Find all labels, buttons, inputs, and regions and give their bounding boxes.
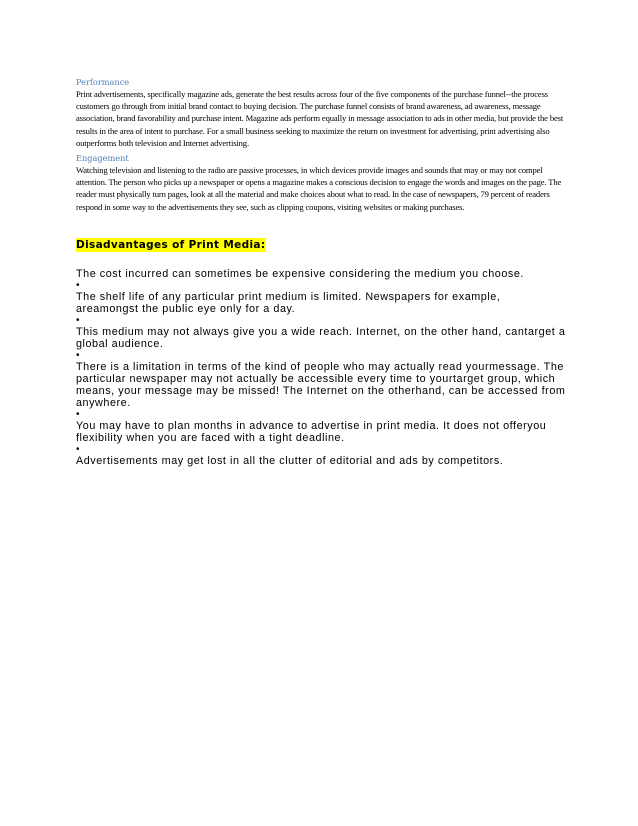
disadvantage-item: This medium may not always give you a wide reach. Internet, on the other hand, cantarget a global audience. — [76, 325, 566, 350]
disadvantage-item: There is a limitation in terms of the kind of people who may actually read yourmessage. The particular newspaper may not actually be accessible every time to yourtarget group, which means, your message may be missed! The Internet on the otherhand, can be accessed from anywhere. — [76, 360, 566, 409]
bullet-marker: • — [76, 408, 80, 420]
performance-heading: Performance — [76, 77, 130, 87]
performance-paragraph: Print advertisements, specifically magazine ads, generate the best results across four of the five components of the purchase funnel--the process customers go through from initial brand contact to buying decision. The purchase funnel consists of brand awareness, ad awareness, message association, brand favorability and purchase intent. Magazine ads perform equally in message association to ads in other media, but provide the best results in the area of intent to purchase. For a small business seeking to maximize the return on investment for advertising, print advertising also outperforms both television and Internet advertising. — [76, 89, 564, 148]
engagement-paragraph: Watching television and listening to the radio are passive processes, in which devices provide images and sounds that may or may not compel attention. The person who picks up a newspaper or opens a magazine makes a conscious decision to engage the words and images on the page. The reader must physically turn pages, look at all the material and make choices about what to read. In the case of newspapers, 79 percent of readers respond in some way to the advertisements they see, such as clipping coupons, visiting websites or making purchases. — [76, 165, 562, 212]
page-content — [76, 76, 566, 467]
bullet-marker: • — [76, 279, 80, 291]
disadvantage-item: The cost incurred can sometimes be expensive considering the medium you choose. — [76, 267, 524, 280]
bullet-marker: • — [76, 314, 80, 326]
disadvantage-item: The shelf life of any particular print medium is limited. Newspapers for example, areamongst the public eye only for a day. — [76, 290, 501, 315]
disadvantages-heading-wrap — [76, 235, 566, 253]
bullet-marker: • — [76, 443, 80, 455]
engagement-heading: Engagement — [76, 153, 129, 164]
disadvantage-item: Advertisements may get lost in all the clutter of editorial and ads by competitors. — [76, 454, 504, 467]
disadvantages-heading: Disadvantages of Print Media: — [76, 238, 266, 251]
disadvantage-item: You may have to plan months in advance to advertise in print media. It does not offeryou flexibility when you are faced with a tight deadline. — [76, 419, 547, 444]
bullet-marker: • — [76, 349, 80, 361]
